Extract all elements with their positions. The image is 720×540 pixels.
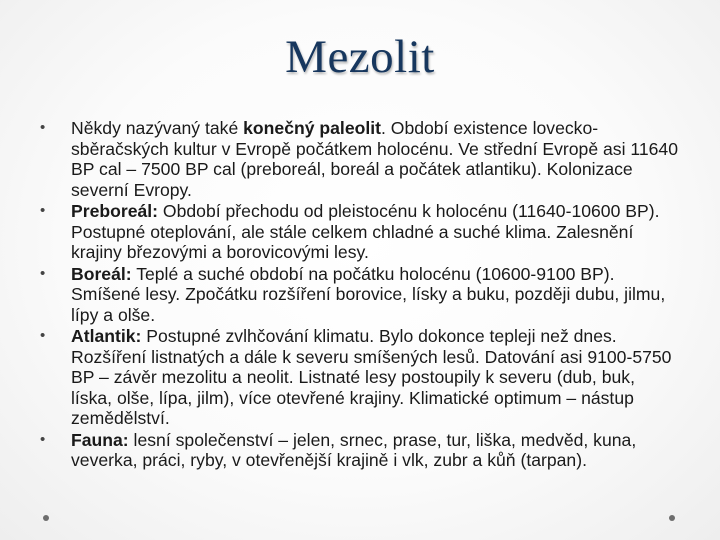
item-term: Atlantik: bbox=[71, 326, 142, 346]
item-text: Postupné zvlhčování klimatu. Bylo dokonce tepleji než dnes. Rozšíření listnatých a dále k severu smíšených lesů. Datování asi 9100-5750 BP – závěr mezolitu a neolit. Listnaté lesy postoupily k severu (dub, buk, líska, olše, lípa, jilm), více otevřené krajiny. Klimatické optimum – nástup zemědělství. bbox=[71, 326, 672, 428]
bullet-icon: • bbox=[40, 264, 46, 282]
item-term: Fauna: bbox=[71, 429, 129, 450]
bullet-icon: • bbox=[40, 202, 46, 219]
decorative-dot-icon bbox=[669, 515, 675, 521]
decorative-dot-icon bbox=[43, 515, 49, 521]
list-item bbox=[40, 118, 680, 200]
item-text: lesní společenství – jelen, srnec, prase, tur, liška, medvěd, kuna, veverka, práci, ryby, v otevřenější krajině i vlk, zubr a kůň (tarpan). bbox=[71, 429, 637, 470]
item-text: . Období existence lovecko-sběračských kultur v Evropě počátkem holocénu. Ve střední Evropě asi 11640 BP cal – 7500 BP cal (preboreál, boreál a počátek atlantiku). Kolonizace severní Evropy. bbox=[71, 118, 678, 200]
item-text: Teplé a suché období na počátku holocénu (10600-9100 BP). Smíšené lesy. Zpočátku rozšíření borovice, lísky a buku, později dubu, jilmu, lípy a olše. bbox=[71, 263, 666, 325]
list-item bbox=[40, 326, 680, 429]
list-item bbox=[40, 201, 680, 263]
bullet-icon: • bbox=[40, 430, 46, 448]
item-text: Období přechodu od pleistocénu k holocénu (11640-10600 BP). Postupné oteplování, ale stále celkem chladné a suché klima. Zalesnění krajiny březovými a borovicovými lesy. bbox=[71, 201, 660, 262]
bullet-icon: • bbox=[40, 119, 46, 136]
bullet-icon: • bbox=[40, 327, 46, 344]
bullet-list bbox=[40, 118, 680, 472]
list-item bbox=[40, 430, 680, 471]
item-term: konečný paleolit bbox=[243, 118, 381, 138]
list-item bbox=[40, 264, 680, 326]
slide-title: Mezolit bbox=[285, 31, 435, 83]
item-lead: Někdy nazývaný také bbox=[71, 118, 244, 138]
item-term: Boreál: bbox=[71, 263, 132, 284]
item-term: Preboreál: bbox=[71, 201, 159, 221]
